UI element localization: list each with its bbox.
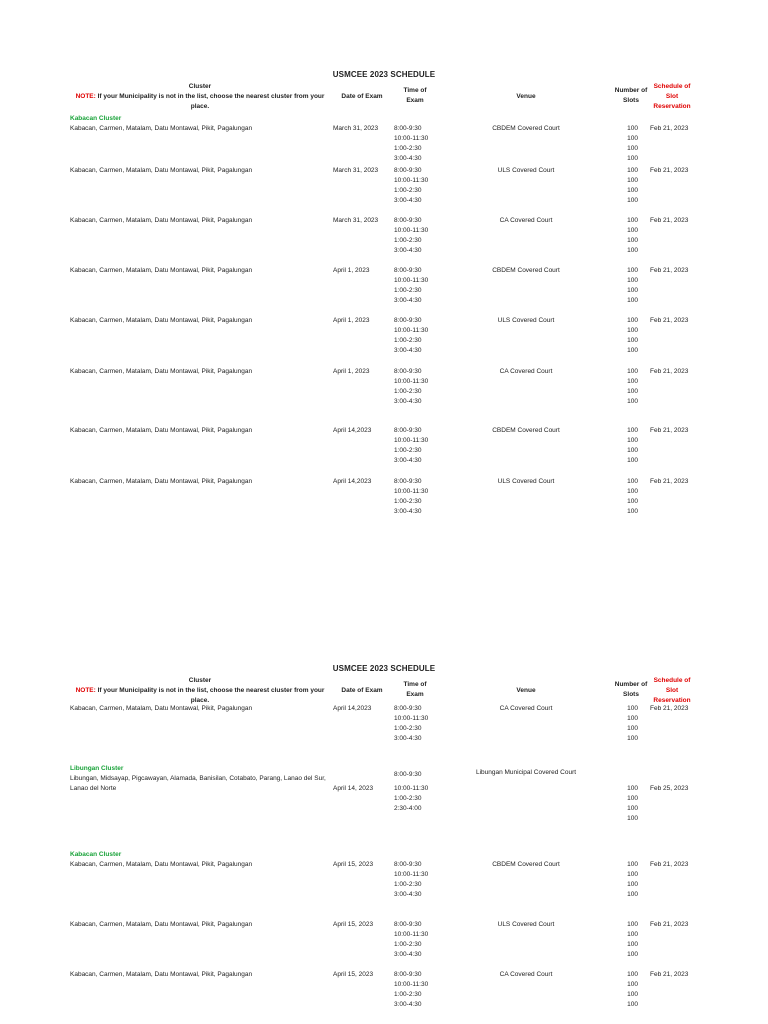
cell-date: April 15, 2023	[333, 861, 374, 868]
slot-count: 100	[627, 217, 638, 224]
time-slot: 8:00-9:30	[394, 971, 422, 978]
cell-reservation: Feb 21, 2023	[650, 317, 689, 324]
slot-count: 100	[627, 735, 638, 742]
header-venue: Venue	[516, 93, 536, 100]
cell-date: March 31, 2023	[333, 125, 379, 132]
slot-count: 100	[627, 267, 638, 274]
slot-count: 100	[627, 287, 638, 294]
time-slot: 1:00-2:30	[394, 795, 422, 802]
municipalities: Kabacan, Carmen, Matalam, Datu Montawal, Pikit, Pagalungan	[70, 427, 253, 434]
cell-slots	[610, 970, 638, 1010]
slot-count: 100	[627, 247, 638, 254]
time-slot: 10:00-11:30	[394, 931, 429, 938]
time-slot: 3:00-4:30	[394, 297, 422, 304]
cell-times	[394, 920, 448, 960]
cell-cluster	[70, 266, 330, 276]
slot-count: 100	[627, 457, 638, 464]
time-slot: 1:00-2:30	[394, 447, 422, 454]
cell-slots	[610, 216, 638, 256]
slot-count: 100	[627, 815, 638, 822]
header-schedule: Schedule of Slot Reservation	[653, 677, 691, 704]
cell-date: April 14, 2023	[333, 785, 374, 792]
cell-venue: ULS Covered Court	[497, 478, 555, 485]
cell-reservation: Feb 21, 2023	[650, 478, 689, 485]
slot-count: 100	[627, 498, 638, 505]
header-note-text: If your Municipality is not in the list, choose the nearest cluster from your place.	[97, 93, 325, 110]
cell-venue: CBDEM Covered Court	[492, 125, 560, 132]
cell-cluster	[70, 764, 330, 794]
time-slot: 10:00-11:30	[394, 227, 429, 234]
time-slot: 10:00-11:30	[394, 715, 429, 722]
time-slot: 10:00-11:30	[394, 327, 429, 334]
sheet-title: USMCEE 2023 SCHEDULE	[332, 664, 436, 673]
slot-count: 100	[627, 337, 638, 344]
header-venue: Venue	[516, 687, 536, 694]
cell-date: April 14,2023	[333, 427, 372, 434]
cell-slots	[610, 784, 638, 824]
cell-times	[394, 704, 448, 744]
slot-count: 100	[627, 508, 638, 515]
time-slot: 3:00-4:30	[394, 155, 422, 162]
time-slot: 3:00-4:30	[394, 398, 422, 405]
time-slot: 3:00-4:30	[394, 457, 422, 464]
cell-times	[394, 266, 448, 306]
slot-count: 100	[627, 237, 638, 244]
time-slot: 10:00-11:30	[394, 981, 429, 988]
time-slot: 8:00-9:30	[394, 125, 422, 132]
time-slot: 3:00-4:30	[394, 1001, 422, 1008]
time-slot: 1:00-2:30	[394, 498, 422, 505]
slot-count: 100	[627, 177, 638, 184]
cell-times	[394, 860, 448, 900]
time-slot: 1:00-2:30	[394, 145, 422, 152]
slot-count: 100	[627, 227, 638, 234]
time-slot: 2:30-4:00	[394, 805, 422, 812]
time-slot: 3:00-4:30	[394, 735, 422, 742]
cell-date: April 14,2023	[333, 705, 372, 712]
time-slot: 1:00-2:30	[394, 388, 422, 395]
cell-times	[394, 124, 448, 164]
slot-count: 100	[627, 317, 638, 324]
municipalities: Kabacan, Carmen, Matalam, Datu Montawal, Pikit, Pagalungan	[70, 217, 253, 224]
slot-count: 100	[627, 437, 638, 444]
cell-slots	[610, 266, 638, 306]
municipalities: Kabacan, Carmen, Matalam, Datu Montawal, Pikit, Pagalungan	[70, 705, 253, 712]
time-slot: 8:00-9:30	[394, 368, 422, 375]
cell-times	[394, 216, 448, 256]
time-slot: 1:00-2:30	[394, 337, 422, 344]
time-slot: 10:00-11:30	[394, 488, 429, 495]
municipalities: Kabacan, Carmen, Matalam, Datu Montawal, Pikit, Pagalungan	[70, 861, 253, 868]
slot-count: 100	[627, 398, 638, 405]
slot-count: 100	[627, 861, 638, 868]
cell-cluster	[70, 850, 330, 870]
cell-venue: CBDEM Covered Court	[492, 427, 560, 434]
slot-count: 100	[627, 881, 638, 888]
cell-venue: CA Covered Court	[499, 971, 553, 978]
cell-cluster	[70, 367, 330, 377]
cell-slots	[610, 704, 638, 744]
time-slot: 3:00-4:30	[394, 347, 422, 354]
cell-date: April 15, 2023	[333, 971, 374, 978]
cell-reservation: Feb 21, 2023	[650, 267, 689, 274]
time-slot: 3:00-4:30	[394, 951, 422, 958]
slot-count: 100	[627, 921, 638, 928]
cell-times	[394, 166, 448, 206]
slot-count: 100	[627, 941, 638, 948]
header-slots: Number of Slots	[614, 681, 648, 698]
time-slot: 8:00-9:30	[394, 921, 422, 928]
slot-count: 100	[627, 125, 638, 132]
slot-count: 100	[627, 388, 638, 395]
cell-cluster	[70, 477, 330, 487]
cell-reservation: Feb 25, 2023	[650, 785, 689, 792]
header-slots: Number of Slots	[614, 87, 648, 104]
cell-cluster	[70, 426, 330, 436]
time-slot: 8:00-9:30	[394, 861, 422, 868]
slot-count: 100	[627, 705, 638, 712]
cell-slots	[610, 124, 638, 164]
cluster-label: Kabacan Cluster	[70, 851, 122, 858]
time-slot: 8:00-9:30	[394, 705, 422, 712]
slot-count: 100	[627, 378, 638, 385]
cell-times	[394, 316, 448, 356]
slot-count: 100	[627, 1001, 638, 1008]
time-slot: 10:00-11:30	[394, 177, 429, 184]
slot-count: 100	[627, 891, 638, 898]
cell-venue: ULS Covered Court	[497, 167, 555, 174]
municipalities: Kabacan, Carmen, Matalam, Datu Montawal, Pikit, Pagalungan	[70, 921, 253, 928]
time-slot: 1:00-2:30	[394, 287, 422, 294]
header-note-label: NOTE:	[75, 93, 96, 100]
header-cluster	[70, 82, 330, 112]
cell-date: March 31, 2023	[333, 167, 379, 174]
cell-venue: CA Covered Court	[499, 368, 553, 375]
slot-count: 100	[627, 277, 638, 284]
slot-count: 100	[627, 488, 638, 495]
cell-date: April 14,2023	[333, 478, 372, 485]
cell-slots	[610, 426, 638, 466]
cell-cluster	[70, 216, 330, 226]
cell-slots	[610, 477, 638, 517]
cell-venue: ULS Covered Court	[497, 317, 555, 324]
slot-count: 100	[627, 368, 638, 375]
time-slot: 8:00-9:30	[394, 427, 422, 434]
time-slot: 1:00-2:30	[394, 187, 422, 194]
cell-times	[394, 367, 448, 407]
slot-count: 100	[627, 805, 638, 812]
slot-count: 100	[627, 347, 638, 354]
slot-count: 100	[627, 155, 638, 162]
cell-reservation: Feb 21, 2023	[650, 217, 689, 224]
cell-slots	[610, 367, 638, 407]
cell-slots	[610, 920, 638, 960]
header-note-text: If your Municipality is not in the list, choose the nearest cluster from your place.	[97, 687, 325, 704]
header-time: Time of Exam	[403, 681, 427, 698]
slot-count: 100	[627, 135, 638, 142]
cell-date: April 15, 2023	[333, 921, 374, 928]
cell-cluster	[70, 316, 330, 326]
slot-count: 100	[627, 715, 638, 722]
time-slot: 10:00-11:30	[394, 437, 429, 444]
cluster-label: Kabacan Cluster	[70, 115, 122, 122]
header-date: Date of Exam	[341, 687, 383, 694]
slot-count: 100	[627, 725, 638, 732]
cell-reservation: Feb 21, 2023	[650, 167, 689, 174]
slot-count: 100	[627, 871, 638, 878]
cell-venue: CBDEM Covered Court	[492, 267, 560, 274]
time-slot: 8:00-9:30	[394, 267, 422, 274]
municipalities: Libungan, Midsayap, Pigcawayan, Alamada, Banisilan, Cotabato, Parang, Lanao del Sur, Lanao del Norte	[70, 775, 326, 792]
sheet-title: USMCEE 2023 SCHEDULE	[332, 70, 436, 79]
cell-reservation: Feb 21, 2023	[650, 705, 689, 712]
cell-times	[394, 426, 448, 466]
time-slot: 8:00-9:30	[394, 317, 422, 324]
cell-cluster	[70, 970, 330, 980]
cell-slots	[610, 166, 638, 206]
cell-date: April 1, 2023	[333, 368, 370, 375]
time-slot: 1:00-2:30	[394, 941, 422, 948]
time-slot: 1:00-2:30	[394, 991, 422, 998]
cell-reservation: Feb 21, 2023	[650, 368, 689, 375]
slot-count: 100	[627, 187, 638, 194]
header-schedule: Schedule of Slot Reservation	[653, 83, 691, 110]
time-slot: 10:00-11:30	[394, 135, 429, 142]
cell-date: April 1, 2023	[333, 267, 370, 274]
slot-count: 100	[627, 971, 638, 978]
slot-count: 100	[627, 991, 638, 998]
cell-cluster	[70, 920, 330, 930]
slot-count: 100	[627, 167, 638, 174]
slot-count: 100	[627, 297, 638, 304]
cell-times	[394, 970, 448, 1010]
header-cluster	[70, 676, 330, 706]
header-note-label: NOTE:	[75, 687, 96, 694]
time-slot: 3:00-4:30	[394, 197, 422, 204]
time-slot: 8:00-9:30	[394, 167, 422, 174]
cell-venue: CBDEM Covered Court	[492, 861, 560, 868]
cell-slots	[610, 316, 638, 356]
slot-count: 100	[627, 327, 638, 334]
time-slot: 3:00-4:30	[394, 247, 422, 254]
slot-count: 100	[627, 447, 638, 454]
slot-count: 100	[627, 981, 638, 988]
municipalities: Kabacan, Carmen, Matalam, Datu Montawal, Pikit, Pagalungan	[70, 971, 253, 978]
time-slot: 3:00-4:30	[394, 508, 422, 515]
cell-reservation: Feb 21, 2023	[650, 861, 689, 868]
time-slot: 1:00-2:30	[394, 881, 422, 888]
cell-times	[394, 770, 448, 814]
time-slot: 3:00-4:30	[394, 891, 422, 898]
header-cluster-label: Cluster	[188, 677, 212, 684]
municipalities: Kabacan, Carmen, Matalam, Datu Montawal, Pikit, Pagalungan	[70, 368, 253, 375]
slot-count: 100	[627, 951, 638, 958]
municipalities: Kabacan, Carmen, Matalam, Datu Montawal, Pikit, Pagalungan	[70, 125, 253, 132]
time-slot: 10:00-11:30	[394, 871, 429, 878]
municipalities: Kabacan, Carmen, Matalam, Datu Montawal, Pikit, Pagalungan	[70, 478, 253, 485]
cell-reservation: Feb 21, 2023	[650, 971, 689, 978]
time-slot: 8:00-9:30	[394, 771, 422, 778]
cell-venue: CA Covered Court	[499, 217, 553, 224]
cell-cluster	[70, 704, 330, 714]
cell-cluster	[70, 114, 330, 134]
time-slot: 1:00-2:30	[394, 725, 422, 732]
cell-venue: Libungan Municipal Covered Court	[475, 769, 577, 776]
cell-reservation: Feb 21, 2023	[650, 125, 689, 132]
slot-count: 100	[627, 427, 638, 434]
cell-slots	[610, 860, 638, 900]
cluster-label: Libungan Cluster	[70, 765, 124, 772]
cell-reservation: Feb 21, 2023	[650, 427, 689, 434]
municipalities: Kabacan, Carmen, Matalam, Datu Montawal, Pikit, Pagalungan	[70, 317, 253, 324]
cell-venue: ULS Covered Court	[497, 921, 555, 928]
slot-count: 100	[627, 785, 638, 792]
header-cluster-label: Cluster	[188, 83, 212, 90]
slot-count: 100	[627, 197, 638, 204]
slot-count: 100	[627, 795, 638, 802]
cell-reservation: Feb 21, 2023	[650, 921, 689, 928]
cell-times	[394, 477, 448, 517]
slot-count: 100	[627, 478, 638, 485]
municipalities: Kabacan, Carmen, Matalam, Datu Montawal, Pikit, Pagalungan	[70, 167, 253, 174]
time-slot: 1:00-2:30	[394, 237, 422, 244]
time-slot: 10:00-11:30	[394, 277, 429, 284]
cell-date: March 31, 2023	[333, 217, 379, 224]
municipalities: Kabacan, Carmen, Matalam, Datu Montawal, Pikit, Pagalungan	[70, 267, 253, 274]
cell-cluster	[70, 166, 330, 176]
time-slot: 10:00-11:30	[394, 378, 429, 385]
header-time: Time of Exam	[403, 87, 427, 104]
time-slot: 8:00-9:30	[394, 217, 422, 224]
time-slot: 8:00-9:30	[394, 478, 422, 485]
cell-venue: CA Covered Court	[499, 705, 553, 712]
header-date: Date of Exam	[341, 93, 383, 100]
cell-date: April 1, 2023	[333, 317, 370, 324]
slot-count: 100	[627, 145, 638, 152]
time-slot: 10:00-11:30	[394, 785, 429, 792]
slot-count: 100	[627, 931, 638, 938]
